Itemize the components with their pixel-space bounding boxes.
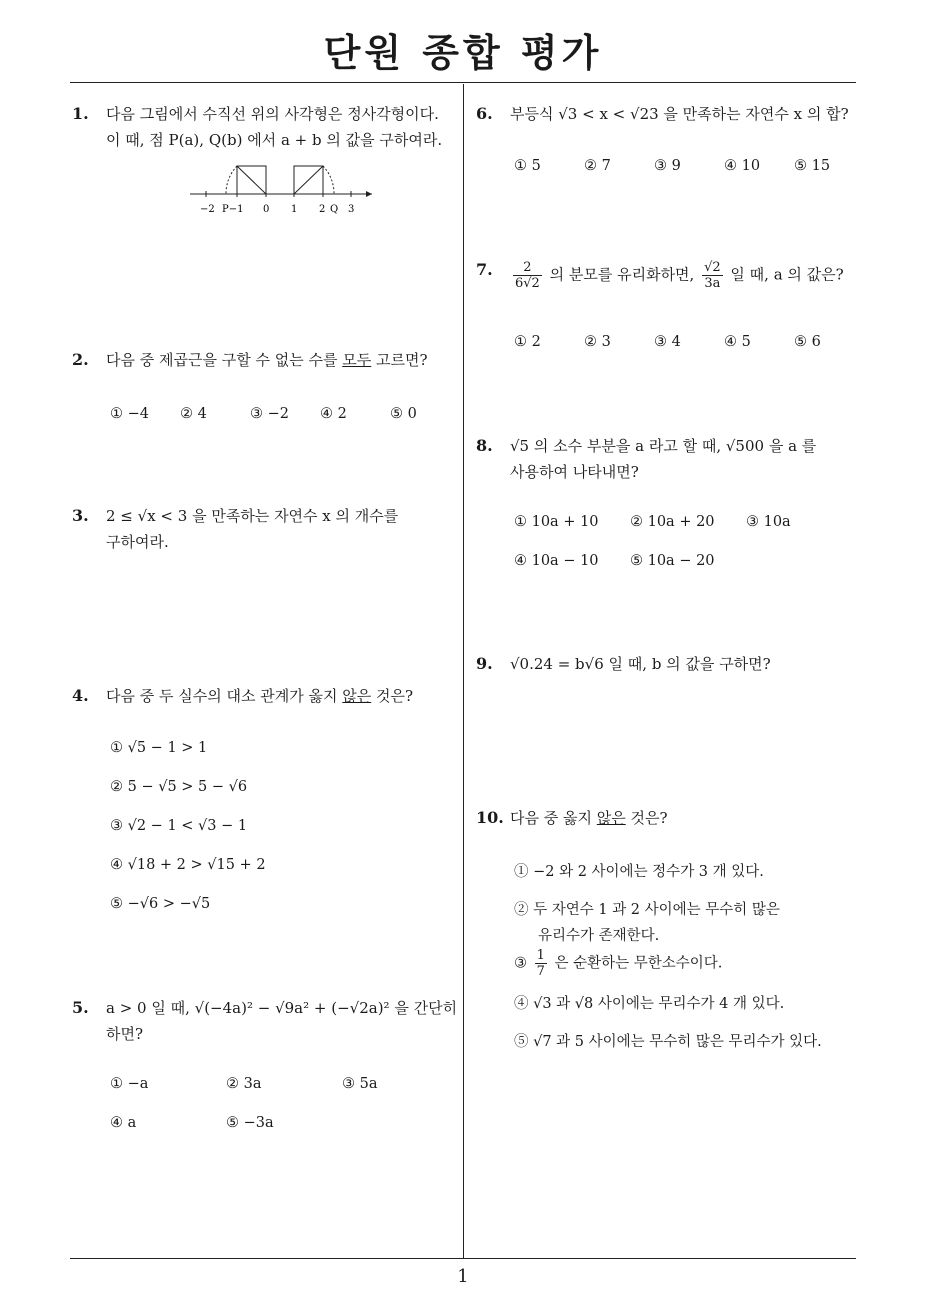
question-text: 다음 그림에서 수직선 위의 사각형은 정사각형이다. (106, 105, 439, 123)
option[interactable]: ④ 5 (724, 334, 751, 350)
option[interactable]: ④ √18 + 2 > √15 + 2 (110, 857, 266, 873)
option[interactable]: ① 5 (514, 158, 541, 174)
option[interactable]: ① 10a + 10 (514, 514, 599, 530)
option[interactable]: ③ √2 − 1 < √3 − 1 (110, 818, 248, 834)
option[interactable]: ⑤ 15 (794, 158, 831, 174)
question-text-line2: 이 때, 점 P(a), Q(b) 에서 a + b 의 값을 구하여라. (106, 131, 443, 149)
question-text: √0.24 = b√6 일 때, b 의 값을 구하면? (510, 655, 771, 673)
fraction: $\frac{√2}{3a}$ (704, 260, 721, 291)
question-text-line2: 하면? (106, 1025, 144, 1043)
option[interactable]: ⑤ −3a (226, 1115, 274, 1131)
question-text-line2: 사용하여 나타내면? (510, 463, 639, 481)
question-number: 5. (72, 998, 89, 1017)
question-5 (72, 996, 462, 1136)
underlined-word: 않은 (342, 687, 372, 705)
question-text: 다음 중 두 실수의 대소 관계가 옳지 않은 것은? (106, 687, 414, 705)
tick-label: Q (330, 204, 339, 215)
question-text: a > 0 일 때, √(−4a)² − √9a² + (−√2a)² 을 간단히 (106, 999, 458, 1017)
option[interactable]: ① −2 와 2 사이에는 정수가 3 개 있다. (514, 864, 764, 880)
option[interactable]: ③ 5a (342, 1076, 378, 1092)
question-number: 9. (476, 654, 493, 673)
tick-label: 3 (348, 204, 355, 215)
tick-label: 2 (319, 204, 326, 215)
option[interactable]: ③ −2 (250, 406, 289, 422)
tick-label: 0 (263, 204, 270, 215)
question-4 (72, 684, 462, 924)
option[interactable]: ② 3a (226, 1076, 262, 1092)
option[interactable]: ③ 9 (654, 158, 681, 174)
question-number: 6. (476, 104, 493, 123)
tick-label: 1 (291, 204, 298, 215)
question-number: 2. (72, 350, 89, 369)
option[interactable]: ④ 2 (320, 406, 347, 422)
question-number: 3. (72, 506, 89, 525)
question-text: 다음 중 옳지 않은 것은? (510, 809, 668, 827)
option[interactable]: ④ √3 과 √8 사이에는 무리수가 4 개 있다. (514, 996, 785, 1012)
option[interactable]: ① 2 (514, 334, 541, 350)
question-text: $\frac{2}{6√2}$ 의 분모를 유리화하면, $\frac{√2}{3a}$ 일 때, a 의 값은? (515, 260, 844, 291)
question-text-line2: 구하여라. (106, 533, 169, 551)
question-number: 10. (476, 808, 504, 827)
question-number: 4. (72, 686, 89, 705)
top-rule (70, 82, 856, 83)
question-text: √5 의 소수 부분을 a 라고 할 때, √500 을 a 를 (510, 437, 817, 455)
question-number: 1. (72, 104, 89, 123)
question-text: 부등식 √3 < x < √23 을 만족하는 자연수 x 의 합? (510, 105, 849, 123)
option[interactable]: ② 5 − √5 > 5 − √6 (110, 779, 248, 795)
option[interactable]: ① −a (110, 1076, 149, 1092)
underlined-word: 않은 (596, 809, 626, 827)
underlined-word: 모두 (342, 351, 372, 369)
page-title: 단원 종합 평가 (323, 31, 603, 75)
question-2 (72, 348, 462, 428)
question-number: 8. (476, 436, 493, 455)
option[interactable]: ⑤ −√6 > −√5 (110, 896, 211, 912)
question-9 (476, 652, 856, 682)
question-text: 2 ≤ √x < 3 을 만족하는 자연수 x 의 개수를 (106, 507, 399, 525)
question-1 (72, 102, 462, 222)
question-6 (476, 102, 856, 182)
question-8 (476, 434, 856, 574)
question-7 (476, 258, 856, 358)
option-continuation: 유리수가 존재한다. (538, 928, 660, 944)
option[interactable]: ④ 10a − 10 (514, 553, 599, 569)
bottom-rule (70, 1258, 856, 1259)
number-line-figure (188, 162, 378, 218)
tick-label: P−1 (222, 204, 244, 215)
option[interactable]: ② 10a + 20 (630, 514, 715, 530)
option[interactable]: ② 3 (584, 334, 611, 350)
option[interactable]: ③ 4 (654, 334, 681, 350)
option[interactable]: ② 4 (180, 406, 207, 422)
fraction: $\frac{1}{7}$ (536, 948, 545, 979)
option[interactable]: ⑤ √7 과 5 사이에는 무수히 많은 무리수가 있다. (514, 1034, 822, 1050)
option[interactable]: ⑤ 10a − 20 (630, 553, 715, 569)
question-10 (476, 806, 856, 1056)
option[interactable]: ② 두 자연수 1 과 2 사이에는 무수히 많은 (514, 902, 780, 918)
option[interactable]: ③ $\frac{1}{7}$ 은 순환하는 무한소수이다. (514, 948, 723, 979)
option[interactable]: ④ 10 (724, 158, 761, 174)
fraction: $\frac{2}{6√2}$ (515, 260, 540, 291)
option[interactable]: ⑤ 0 (390, 406, 417, 422)
column-divider (463, 84, 464, 1259)
option[interactable]: ④ a (110, 1115, 137, 1131)
question-number: 7. (476, 260, 493, 279)
option[interactable]: ③ 10a (746, 514, 791, 530)
option[interactable]: ⑤ 6 (794, 334, 821, 350)
page-number: 1 (457, 1266, 469, 1287)
question-text: 다음 중 제곱근을 구할 수 없는 수를 모두 고르면? (106, 351, 428, 369)
tick-label: −2 (200, 204, 215, 215)
option[interactable]: ② 7 (584, 158, 611, 174)
question-3 (72, 504, 462, 564)
option[interactable]: ① −4 (110, 406, 149, 422)
option[interactable]: ① √5 − 1 > 1 (110, 740, 208, 756)
